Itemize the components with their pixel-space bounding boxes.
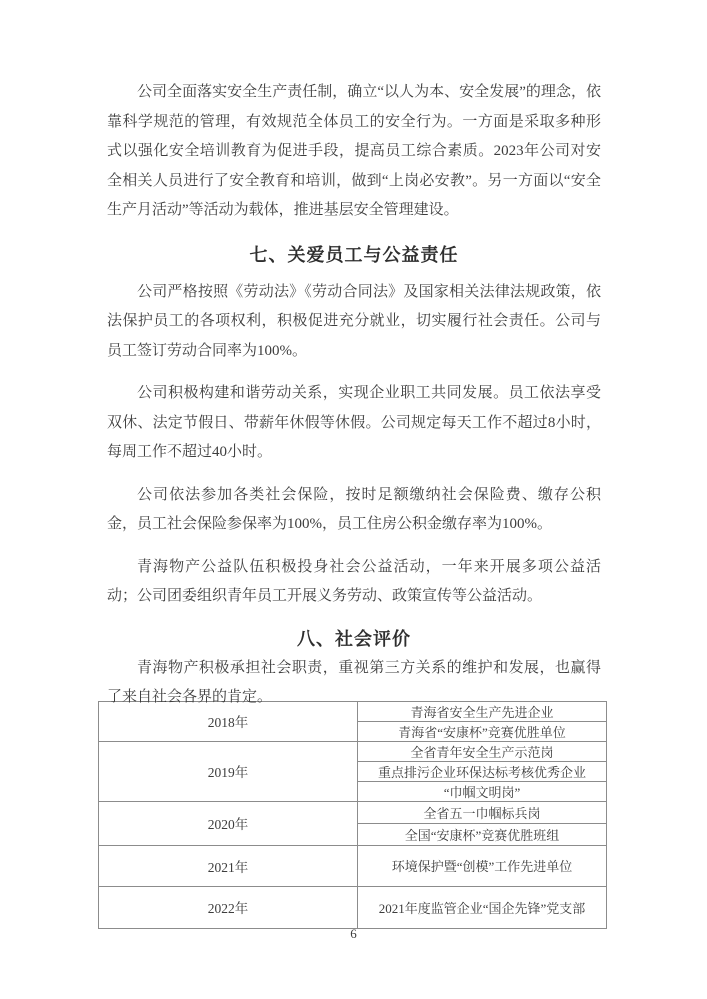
year-cell: 2019年	[99, 741, 358, 801]
paragraph-safety-production: 公司全面落实安全生产责任制，确立“以人为本、安全发展”的理念，依靠科学规范的管理，有效规范全体员工的安全行为。一方面是采取多种形式以强化安全培训教育为促进手段，提高员工综合素质。2023年公司对安全相关人员进行了安全教育和培训，做到“上岗必安教”。另一方面以“安全生产月活动”等活动为载体，推进基层安全管理建设。	[107, 84, 601, 218]
award-cell: 青海省安全生产先进企业	[358, 701, 607, 721]
award-cell: 重点排污企业环保达标考核优秀企业	[358, 761, 607, 781]
section-title-employee-care: 七、关爱员工与公益责任	[249, 244, 459, 265]
award-cell: 全省青年安全生产示范岗	[358, 741, 607, 761]
year-cell: 2020年	[99, 801, 358, 845]
year-cell: 2018年	[99, 701, 358, 741]
page-content	[107, 78, 601, 929]
table-row	[99, 886, 607, 928]
section-title-social-evaluation: 八、社会评价	[297, 628, 411, 649]
year-cell: 2022年	[99, 886, 358, 928]
page-number: 6	[350, 926, 357, 941]
year-cell: 2021年	[99, 845, 358, 886]
award-cell: 环境保护暨“创模”工作先进单位	[358, 845, 607, 886]
paragraph-labor-relations: 公司积极构建和谐劳动关系，实现企业职工共同发展。员工依法享受双休、法定节假日、带薪年休假等休假。公司规定每天工作不超过8小时，每周工作不超过40小时。	[107, 385, 601, 460]
award-cell: “巾帼文明岗”	[358, 781, 607, 801]
award-cell: 2021年度监管企业“国企先锋”党支部	[358, 886, 607, 928]
award-cell: 青海省“安康杯”竞赛优胜单位	[358, 721, 607, 741]
award-cell: 全省五一巾帼标兵岗	[358, 801, 607, 823]
award-cell: 全国“安康杯”竞赛优胜班组	[358, 823, 607, 845]
table-row	[99, 845, 607, 886]
awards-table	[98, 701, 607, 929]
paragraph-public-welfare: 青海物产公益队伍积极投身社会公益活动，一年来开展多项公益活动；公司团委组织青年员工开展义务劳动、政策宣传等公益活动。	[107, 558, 601, 604]
paragraph-social-recognition: 青海物产积极承担社会职责，重视第三方关系的维护和发展，也赢得了来自社会各界的肯定。	[107, 659, 601, 705]
paragraph-social-insurance: 公司依法参加各类社会保险，按时足额缴纳社会保险费、缴存公积金，员工社会保险参保率为100%，员工住房公积金缴存率为100%。	[107, 486, 601, 532]
paragraph-labor-law: 公司严格按照《劳动法》《劳动合同法》及国家相关法律法规政策，依法保护员工的各项权利，积极促进充分就业，切实履行社会责任。公司与员工签订劳动合同率为100%。	[107, 283, 601, 359]
table-row	[99, 741, 607, 761]
table-row	[99, 801, 607, 823]
